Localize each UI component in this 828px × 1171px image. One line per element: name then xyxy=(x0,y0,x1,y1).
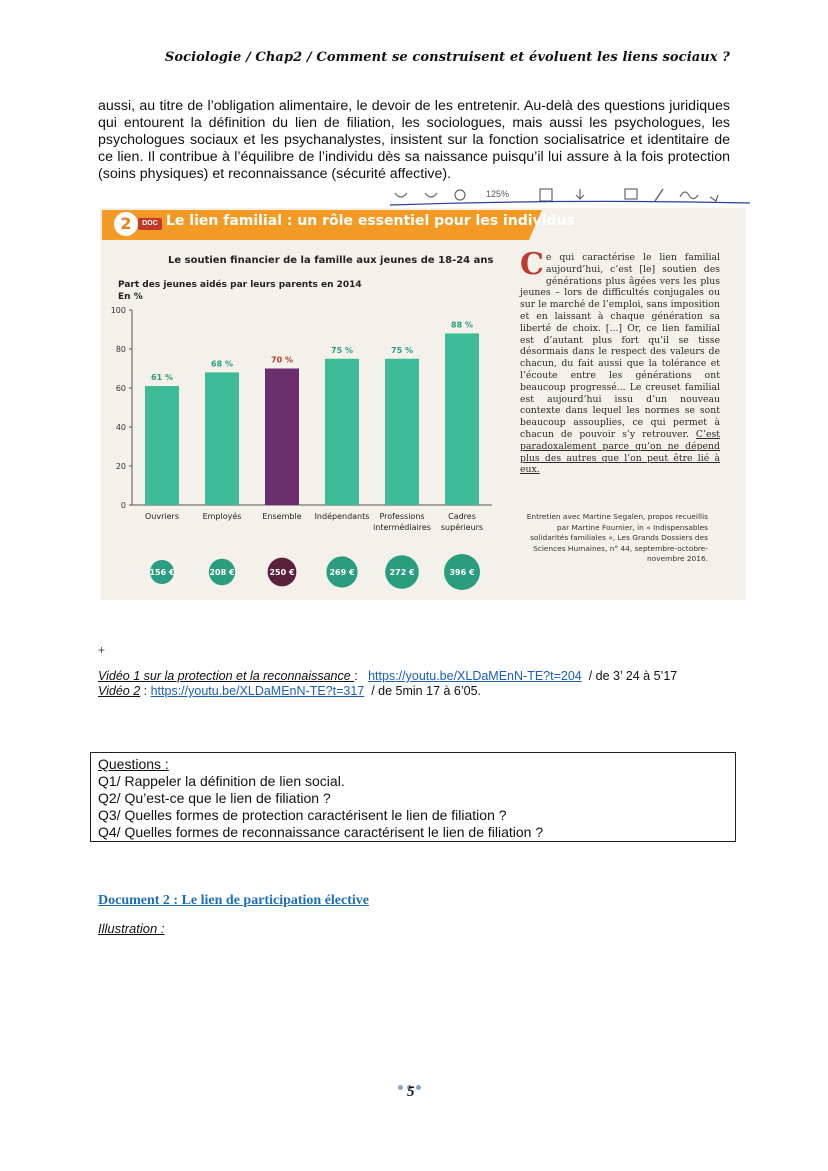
quote-underlined: C’est paradoxalement parce qu’on ne dépend plus des autres que l’on peut être lié à eux. xyxy=(520,428,720,476)
bar-value-label: 75 % xyxy=(331,345,353,355)
y-tick-label: 100 xyxy=(110,306,126,315)
doc-tag: DOC xyxy=(138,218,162,230)
amount-label: 269 € xyxy=(329,568,355,577)
question-item: Q1/ Rappeler la définition de lien social. xyxy=(98,773,345,789)
chart-ylabel: En % xyxy=(118,292,143,302)
video2-label: Vidéo 2 xyxy=(98,684,141,698)
bar xyxy=(145,386,179,505)
y-tick-label: 80 xyxy=(115,345,126,354)
quote-text xyxy=(520,247,720,476)
bar-value-label: 70 % xyxy=(271,355,293,365)
question-item: Q4/ Quelles formes de reconnaissance caractérisent le lien de filiation ? xyxy=(98,824,544,840)
questions-title: Questions : xyxy=(98,756,169,772)
bar-value-label: 61 % xyxy=(151,373,173,383)
x-tick-label: Ouvriers xyxy=(145,512,179,521)
amount-label: 272 € xyxy=(389,568,415,577)
page-dots xyxy=(398,1077,430,1083)
doc-number: 2 xyxy=(114,212,138,236)
bar xyxy=(325,359,359,505)
x-tick-label: supérieurs xyxy=(440,523,484,532)
video2-sep: : xyxy=(140,684,151,698)
video1-label: Vidéo 1 sur la protection et la reconnaissance xyxy=(98,669,355,683)
x-tick-label: Professions xyxy=(379,512,425,521)
bar-chart xyxy=(100,300,500,600)
quote-source: Entretien avec Martine Segalen, propos recueillis par Martine Fournier, in « Indispensables solidarités familiales », Les Grands Dossiers des Sciences Humaines, n° 44, septembre-octobre-novembre 2016. xyxy=(526,512,708,563)
amount-label: 396 € xyxy=(449,568,475,577)
x-tick-label: Cadres xyxy=(448,512,476,521)
intro-paragraph: aussi, au titre de l’obligation alimentaire, le devoir de les entretenir. Au-delà des questions juridiques qui entourent la définition du lien de filiation, les sociologues, mais aussi les psychologues, les psychologues sociaux et les psychanalystes, insistent sur la fonction socialisatrice et identitaire de ce lien. Il contribue à l’équilibre de l’individu dès sa naissance puisqu’il lui assure à la fois protection (soins physiques) et reconnaissance (sécurité affective). xyxy=(98,98,730,182)
video1-line xyxy=(98,669,738,684)
x-tick-label: Indépendants xyxy=(314,512,370,521)
doc-title: Le lien familial : un rôle essentiel pour les individus xyxy=(166,213,575,229)
amount-label: 250 € xyxy=(269,568,295,577)
x-tick-label: Employés xyxy=(202,512,242,521)
viewer-toolbar xyxy=(390,185,750,207)
video2-range: / de 5min 17 à 6’05. xyxy=(367,684,482,698)
y-tick-label: 60 xyxy=(115,384,126,393)
video1-sep: : xyxy=(354,669,358,683)
bar xyxy=(265,369,299,506)
video-links xyxy=(98,669,738,699)
video1-range: / de 3’ 24 à 5’17 xyxy=(585,669,678,683)
plus-sign: + xyxy=(98,643,106,657)
bar xyxy=(385,359,419,505)
questions-box xyxy=(90,752,736,842)
y-tick-label: 0 xyxy=(120,501,126,510)
x-tick-label: intermédiaires xyxy=(373,523,431,532)
amount-label: 156 € xyxy=(149,568,175,577)
chart-title: Le soutien financier de la famille aux jeunes de 18-24 ans xyxy=(168,255,494,266)
x-tick-label: Ensemble xyxy=(262,512,302,521)
quote-dropcap: C xyxy=(520,247,544,282)
illustration-label: Illustration : xyxy=(98,921,165,936)
bar-value-label: 68 % xyxy=(211,359,233,369)
video2-line xyxy=(98,684,738,699)
page-number: 5 xyxy=(407,1084,415,1100)
bar xyxy=(445,333,479,505)
toolbar-icons xyxy=(390,185,750,207)
bar-value-label: 75 % xyxy=(391,345,413,355)
question-item: Q2/ Qu’est-ce que le lien de filiation ? xyxy=(98,790,331,806)
chart-subtitle: Part des jeunes aidés par leurs parents en 2014 xyxy=(118,280,362,290)
video1-link[interactable]: https://youtu.be/XLDaMEnN-TE?t=204 xyxy=(368,669,582,683)
page-header: Sociologie / Chap2 / Comment se construisent et évoluent les liens sociaux ? xyxy=(164,50,730,65)
quote-body: e qui caractérise le lien familial aujourd’hui, c’est [le] soutien des générations plus âgées vers les plus jeunes – lors de difficultés conjugales ou sur le marché de l’emploi, sans imposition et en laissant à chaque génération sa liberté de choix. [...] Or, ce lien familial est d’autant plus fort qu’il se tisse désormais dans le respect des valeurs de chacun, du fait aussi que la tolérance et l’écoute entre les générations ont beaucoup progressé... Le creuset familial est aujourd’hui issu d’un nouveau contexte dans lequel les normes se sont beaucoup assouplies, ce qui permet à chacun de pouvoir s’y retrouver. xyxy=(520,252,720,440)
bar xyxy=(205,372,239,505)
question-item: Q3/ Quelles formes de protection caractérisent le lien de filiation ? xyxy=(98,807,507,823)
document2-title: Document 2 : Le lien de participation élective xyxy=(98,893,370,908)
y-tick-label: 20 xyxy=(115,462,126,471)
bar-value-label: 88 % xyxy=(451,320,473,330)
y-tick-label: 40 xyxy=(115,423,126,432)
video2-link[interactable]: https://youtu.be/XLDaMEnN-TE?t=317 xyxy=(150,684,365,698)
zoom-level: 125% xyxy=(486,189,510,199)
amount-label: 208 € xyxy=(209,568,235,577)
